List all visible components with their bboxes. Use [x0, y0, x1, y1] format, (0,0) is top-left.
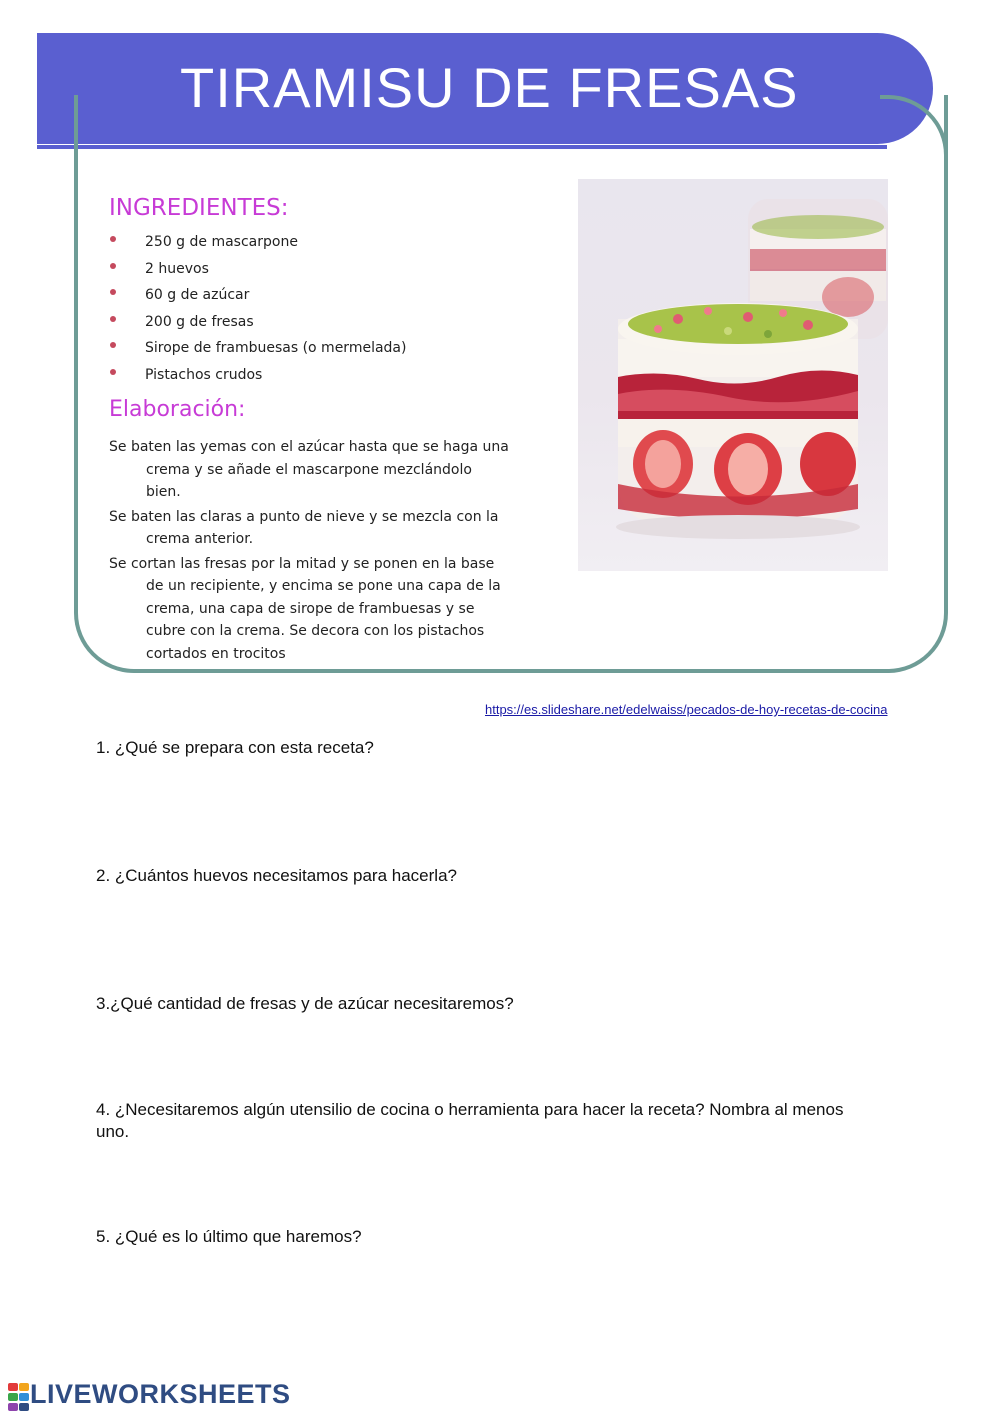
elaboration-steps [109, 436, 509, 667]
ingredient-item [108, 232, 406, 259]
ingredient-item [108, 338, 406, 365]
liveworksheets-logo-icon [8, 1383, 30, 1411]
ingredient-item [108, 259, 406, 286]
ingredient-text: Pistachos crudos [145, 366, 263, 383]
question-5: 5. ¿Qué es lo último que haremos? [96, 1227, 362, 1246]
footer-brand: LIVEWORKSHEETS [30, 1379, 291, 1409]
dessert-illustration [578, 179, 888, 571]
question-1: 1. ¿Qué se prepara con esta receta? [96, 738, 374, 757]
question-4: 4. ¿Necesitaremos algún utensilio de cocina o herramienta para hacer la receta? Nombra al menos uno. [96, 1100, 844, 1141]
step-text: Se baten las yemas con el azúcar hasta que se haga una crema y se añade el mascarpone mezclándolo bien. [109, 439, 509, 500]
ingredient-item [108, 312, 406, 339]
question-3: 3.¿Qué cantidad de fresas y de azúcar necesitaremos? [96, 994, 514, 1013]
ingredients-heading: INGREDIENTES: [109, 195, 289, 221]
recipe-title: TIRAMISU DE FRESAS [180, 56, 799, 119]
elaboration-heading: Elaboración: [109, 397, 246, 422]
bullet-icon [110, 289, 116, 295]
bullet-icon [110, 316, 116, 322]
ingredient-text: 200 g de fresas [145, 313, 254, 330]
step-text: Se cortan las fresas por la mitad y se ponen en la base de un recipiente, y encima se pone una capa de la crema, una capa de sirope de frambuesas y se cubre con la crema. Se decora con los pistachos cortados en trocitos [109, 555, 501, 662]
ingredient-text: 250 g de mascarpone [145, 234, 298, 250]
ingredients-list [108, 232, 406, 391]
ingredient-item [108, 285, 406, 312]
source-link[interactable]: https://es.slideshare.net/edelwaiss/pecados-de-hoy-recetas-de-cocina [485, 702, 888, 717]
bullet-icon [110, 369, 116, 375]
tiramisu-photo [578, 179, 888, 571]
step-text: Se baten las claras a punto de nieve y se mezcla con la crema anterior. [109, 508, 499, 547]
question-2: 2. ¿Cuántos huevos necesitamos para hacerla? [96, 866, 457, 885]
bullet-icon [110, 342, 116, 348]
bullet-icon [110, 236, 116, 242]
ingredient-text: 60 g de azúcar [145, 287, 250, 303]
ingredient-text: Sirope de frambuesas (o mermelada) [145, 340, 407, 356]
ingredient-item [108, 365, 406, 392]
bullet-icon [110, 263, 116, 269]
ingredient-text: 2 huevos [145, 260, 209, 277]
